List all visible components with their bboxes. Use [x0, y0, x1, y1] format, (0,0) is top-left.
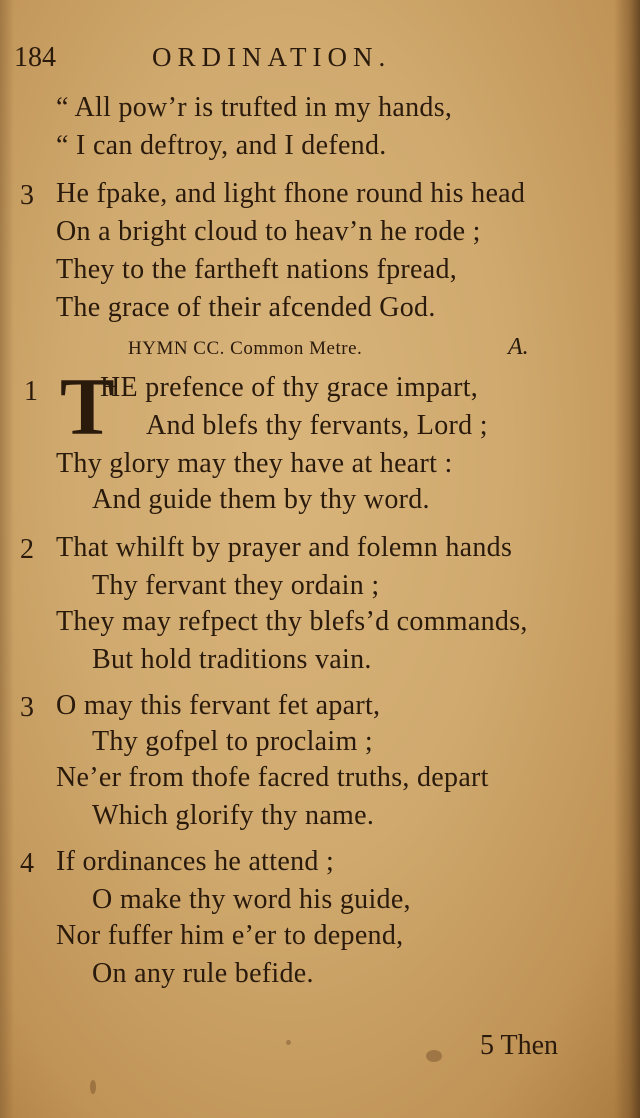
catchword: 5 Then: [480, 1030, 559, 1061]
verse-line: That whilft by prayer and folemn hands: [56, 532, 513, 563]
verse-line: They may refpect thy blefs’d commands,: [56, 606, 528, 637]
running-title: ORDINATION.: [152, 42, 392, 72]
verse-line: “ All pow’r is trufted in my hands,: [56, 92, 453, 123]
verse-line: “ I can deftroy, and I defend.: [56, 130, 387, 161]
verse-line: And guide them by thy word.: [92, 484, 430, 515]
verse-line: Ne’er from thofe facred truths, depart: [56, 762, 489, 793]
verse-line: O make thy word his guide,: [92, 884, 411, 915]
verse-line: Which glorify thy name.: [92, 800, 375, 831]
verse-number: 2: [20, 534, 34, 565]
hymn-tag: A.: [508, 334, 529, 360]
verse-number: 4: [20, 848, 34, 879]
ink-blot: [426, 1050, 442, 1062]
verse-number: 3: [20, 692, 34, 723]
verse-line: The grace of their afcended God.: [56, 292, 436, 323]
drop-cap: T: [60, 361, 115, 452]
verse-line: O may this fervant fet apart,: [56, 690, 381, 721]
verse-line: And blefs thy fervants, Lord ;: [146, 410, 488, 441]
verse-line: They to the fartheft nations fpread,: [56, 254, 458, 285]
verse-line: If ordinances he attend ;: [56, 846, 335, 877]
page-shadow-left: [0, 0, 14, 1118]
verse-number: 3: [20, 180, 34, 211]
verse-line: But hold traditions vain.: [92, 644, 372, 675]
verse-line: Thy fervant they ordain ;: [92, 570, 380, 601]
ink-blot: [286, 1040, 291, 1045]
verse-line: Thy gofpel to proclaim ;: [92, 726, 373, 757]
verse-line: On a bright cloud to heav’n he rode ;: [56, 216, 481, 247]
hymn-title: HYMN CC. Common Metre.: [128, 338, 363, 359]
page-shadow-right: [614, 0, 640, 1118]
verse-line: On any rule befide.: [92, 958, 314, 989]
verse-number: 1: [24, 376, 38, 407]
verse-line: He fpake, and light fhone round his head: [56, 178, 526, 209]
verse-line: Nor fuffer him e’er to depend,: [56, 920, 404, 951]
page-number: 184: [14, 42, 56, 73]
ink-blot: [90, 1080, 96, 1094]
verse-line: Thy glory may they have at heart :: [56, 448, 453, 479]
verse-line: HE prefence of thy grace impart,: [100, 372, 479, 403]
